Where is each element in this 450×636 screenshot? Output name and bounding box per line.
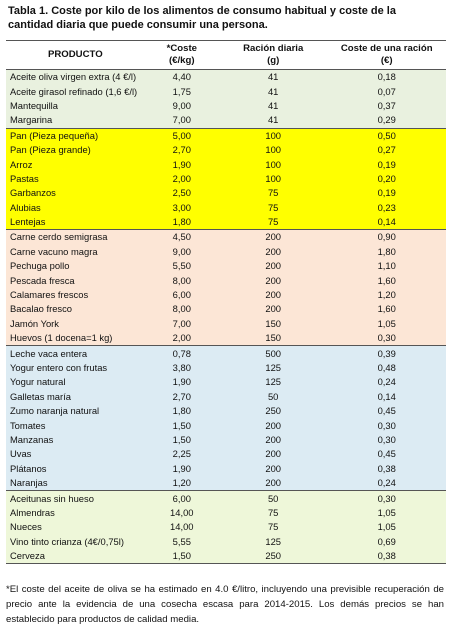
table-row xyxy=(6,172,446,186)
cell-coste: 1,90 xyxy=(145,462,219,476)
cell-racion: 75 xyxy=(219,506,327,520)
cell-coste: 14,00 xyxy=(145,520,219,534)
cell-racion: 100 xyxy=(219,128,327,143)
cell-coste: 3,80 xyxy=(145,361,219,375)
cell-producto: Jamón York xyxy=(6,317,145,331)
cell-coste: 1,20 xyxy=(145,476,219,491)
cell-producto: Uvas xyxy=(6,447,145,461)
cell-coste-racion: 0,90 xyxy=(327,230,446,245)
cell-coste: 2,70 xyxy=(145,143,219,157)
table-row xyxy=(6,259,446,273)
cell-coste: 14,00 xyxy=(145,506,219,520)
cell-coste-racion: 0,30 xyxy=(327,491,446,506)
cell-producto: Pastas xyxy=(6,172,145,186)
table-row xyxy=(6,113,446,128)
table-row xyxy=(6,99,446,113)
cell-coste-racion: 0,14 xyxy=(327,390,446,404)
table-row xyxy=(6,375,446,389)
table-row xyxy=(6,215,446,230)
footnote: *El coste del aceite de oliva se ha estimado en 4.0 €/litro, incluyendo una previsible recuperación de precio ante la evidencia de una cosecha escasa para 2014-2015. Los demás precios se han establecido para productos de calidad media. xyxy=(6,584,444,625)
cell-coste: 1,75 xyxy=(145,84,219,98)
table-row xyxy=(6,433,446,447)
cell-racion: 200 xyxy=(219,433,327,447)
cell-coste: 5,00 xyxy=(145,128,219,143)
table-row xyxy=(6,404,446,418)
table-row xyxy=(6,361,446,375)
cell-coste-racion: 0,07 xyxy=(327,84,446,98)
table-row xyxy=(6,70,446,85)
cell-coste: 1,80 xyxy=(145,215,219,230)
cell-coste-racion: 1,80 xyxy=(327,245,446,259)
cell-racion: 250 xyxy=(219,404,327,418)
cell-coste-racion: 1,20 xyxy=(327,288,446,302)
cell-racion: 75 xyxy=(219,201,327,215)
table-row xyxy=(6,128,446,143)
cell-producto: Yogur entero con frutas xyxy=(6,361,145,375)
table-row xyxy=(6,143,446,157)
cell-coste-racion: 0,20 xyxy=(327,172,446,186)
table-row xyxy=(6,186,446,200)
cell-producto: Almendras xyxy=(6,506,145,520)
table-row xyxy=(6,245,446,259)
cell-producto: Tomates xyxy=(6,418,145,432)
cell-producto: Galletas maría xyxy=(6,390,145,404)
cell-coste: 9,00 xyxy=(145,245,219,259)
cell-producto: Lentejas xyxy=(6,215,145,230)
cell-producto: Aceitunas sin hueso xyxy=(6,491,145,506)
cell-racion: 250 xyxy=(219,549,327,564)
cell-producto: Cerveza xyxy=(6,549,145,564)
cell-producto: Margarina xyxy=(6,113,145,128)
cell-coste-racion: 0,38 xyxy=(327,462,446,476)
cell-producto: Nueces xyxy=(6,520,145,534)
table-header-row xyxy=(6,41,446,70)
table-row xyxy=(6,302,446,316)
cell-racion: 200 xyxy=(219,288,327,302)
cell-coste-racion: 0,30 xyxy=(327,433,446,447)
cell-producto: Mantequilla xyxy=(6,99,145,113)
cell-producto: Pescada fresca xyxy=(6,273,145,287)
cell-producto: Garbanzos xyxy=(6,186,145,200)
header-producto: PRODUCTO xyxy=(6,41,145,70)
cell-producto: Pechuga pollo xyxy=(6,259,145,273)
table-row xyxy=(6,273,446,287)
cell-racion: 200 xyxy=(219,302,327,316)
cell-coste-racion: 0,24 xyxy=(327,476,446,491)
cell-racion: 75 xyxy=(219,520,327,534)
cell-coste-racion: 0,45 xyxy=(327,447,446,461)
cell-coste: 2,25 xyxy=(145,447,219,461)
cell-racion: 200 xyxy=(219,462,327,476)
cell-coste: 2,50 xyxy=(145,186,219,200)
cell-producto: Alubias xyxy=(6,201,145,215)
table-row xyxy=(6,447,446,461)
cell-coste: 2,00 xyxy=(145,331,219,346)
cell-coste: 5,50 xyxy=(145,259,219,273)
cell-racion: 50 xyxy=(219,491,327,506)
cell-coste: 1,90 xyxy=(145,157,219,171)
cell-racion: 500 xyxy=(219,346,327,361)
cell-producto: Carne cerdo semigrasa xyxy=(6,230,145,245)
cell-racion: 200 xyxy=(219,418,327,432)
cell-coste-racion: 0,39 xyxy=(327,346,446,361)
header-coste-racion: Coste de una ración (€) xyxy=(327,41,446,70)
cell-coste-racion: 0,69 xyxy=(327,535,446,549)
cell-coste-racion: 0,37 xyxy=(327,99,446,113)
cell-coste-racion: 1,05 xyxy=(327,506,446,520)
table-row xyxy=(6,230,446,245)
cell-racion: 41 xyxy=(219,113,327,128)
table-row xyxy=(6,346,446,361)
cell-coste-racion: 0,24 xyxy=(327,375,446,389)
cell-coste-racion: 0,19 xyxy=(327,157,446,171)
cell-coste-racion: 0,48 xyxy=(327,361,446,375)
cell-producto: Pan (Pieza pequeña) xyxy=(6,128,145,143)
cell-racion: 200 xyxy=(219,230,327,245)
cell-coste: 6,00 xyxy=(145,288,219,302)
cell-coste-racion: 0,19 xyxy=(327,186,446,200)
cell-racion: 150 xyxy=(219,317,327,331)
cell-coste-racion: 1,05 xyxy=(327,317,446,331)
cell-racion: 200 xyxy=(219,259,327,273)
cell-racion: 50 xyxy=(219,390,327,404)
header-racion-diaria: Ración diaria (g) xyxy=(219,41,327,70)
cell-coste: 1,50 xyxy=(145,418,219,432)
cell-coste: 1,90 xyxy=(145,375,219,389)
cell-coste-racion: 0,27 xyxy=(327,143,446,157)
cell-coste: 2,70 xyxy=(145,390,219,404)
cell-coste-racion: 0,14 xyxy=(327,215,446,230)
table-row xyxy=(6,288,446,302)
cell-coste: 4,40 xyxy=(145,70,219,85)
table-row xyxy=(6,476,446,491)
cell-producto: Plátanos xyxy=(6,462,145,476)
cell-coste-racion: 0,50 xyxy=(327,128,446,143)
cell-coste: 4,50 xyxy=(145,230,219,245)
cell-racion: 100 xyxy=(219,143,327,157)
table-body xyxy=(6,70,446,564)
table-row xyxy=(6,418,446,432)
table-row xyxy=(6,462,446,476)
cell-producto: Leche vaca entera xyxy=(6,346,145,361)
cell-producto: Aceite girasol refinado (1,6 €/l) xyxy=(6,84,145,98)
cell-producto: Vino tinto crianza (4€/0,75l) xyxy=(6,535,145,549)
cell-racion: 41 xyxy=(219,70,327,85)
cell-producto: Manzanas xyxy=(6,433,145,447)
cell-coste: 2,00 xyxy=(145,172,219,186)
cell-racion: 100 xyxy=(219,157,327,171)
cell-coste: 7,00 xyxy=(145,113,219,128)
table-row xyxy=(6,535,446,549)
cell-coste-racion: 1,10 xyxy=(327,259,446,273)
cell-racion: 200 xyxy=(219,476,327,491)
cell-producto: Carne vacuno magra xyxy=(6,245,145,259)
cell-producto: Pan (Pieza grande) xyxy=(6,143,145,157)
cell-racion: 200 xyxy=(219,447,327,461)
cell-coste-racion: 0,30 xyxy=(327,331,446,346)
table-title: Tabla 1. Coste por kilo de los alimentos de consumo habitual y coste de la cantidad diaria que puede consumir una persona. xyxy=(8,5,396,31)
cell-coste: 1,50 xyxy=(145,549,219,564)
cell-racion: 125 xyxy=(219,375,327,389)
food-cost-table xyxy=(6,40,446,564)
cell-racion: 125 xyxy=(219,361,327,375)
cell-producto: Arroz xyxy=(6,157,145,171)
cell-coste-racion: 1,60 xyxy=(327,302,446,316)
cell-producto: Bacalao fresco xyxy=(6,302,145,316)
table-row xyxy=(6,506,446,520)
cell-racion: 200 xyxy=(219,245,327,259)
header-coste: *Coste (€/kg) xyxy=(145,41,219,70)
cell-coste: 9,00 xyxy=(145,99,219,113)
cell-coste: 6,00 xyxy=(145,491,219,506)
cell-coste: 1,80 xyxy=(145,404,219,418)
cell-coste-racion: 0,38 xyxy=(327,549,446,564)
cell-coste: 5,55 xyxy=(145,535,219,549)
cell-coste-racion: 0,18 xyxy=(327,70,446,85)
cell-producto: Huevos (1 docena=1 kg) xyxy=(6,331,145,346)
cell-racion: 41 xyxy=(219,84,327,98)
cell-coste: 3,00 xyxy=(145,201,219,215)
cell-racion: 100 xyxy=(219,172,327,186)
cell-coste: 8,00 xyxy=(145,273,219,287)
cell-producto: Calamares frescos xyxy=(6,288,145,302)
table-row xyxy=(6,520,446,534)
table-row xyxy=(6,157,446,171)
cell-racion: 125 xyxy=(219,535,327,549)
table-row xyxy=(6,84,446,98)
cell-coste: 7,00 xyxy=(145,317,219,331)
table-row xyxy=(6,331,446,346)
cell-racion: 200 xyxy=(219,273,327,287)
table-row xyxy=(6,491,446,506)
cell-coste: 8,00 xyxy=(145,302,219,316)
cell-coste-racion: 1,60 xyxy=(327,273,446,287)
cell-racion: 75 xyxy=(219,215,327,230)
cell-racion: 75 xyxy=(219,186,327,200)
cell-coste-racion: 0,23 xyxy=(327,201,446,215)
cell-coste: 0,78 xyxy=(145,346,219,361)
table-row xyxy=(6,317,446,331)
cell-racion: 41 xyxy=(219,99,327,113)
cell-producto: Zumo naranja natural xyxy=(6,404,145,418)
cell-coste: 1,50 xyxy=(145,433,219,447)
table-row xyxy=(6,201,446,215)
cell-coste-racion: 1,05 xyxy=(327,520,446,534)
cell-producto: Aceite oliva virgen extra (4 €/l) xyxy=(6,70,145,85)
table-row xyxy=(6,390,446,404)
cell-coste-racion: 0,29 xyxy=(327,113,446,128)
table-row xyxy=(6,549,446,564)
cell-producto: Yogur natural xyxy=(6,375,145,389)
cell-coste-racion: 0,30 xyxy=(327,418,446,432)
cell-racion: 150 xyxy=(219,331,327,346)
cell-producto: Naranjas xyxy=(6,476,145,491)
cell-coste-racion: 0,45 xyxy=(327,404,446,418)
